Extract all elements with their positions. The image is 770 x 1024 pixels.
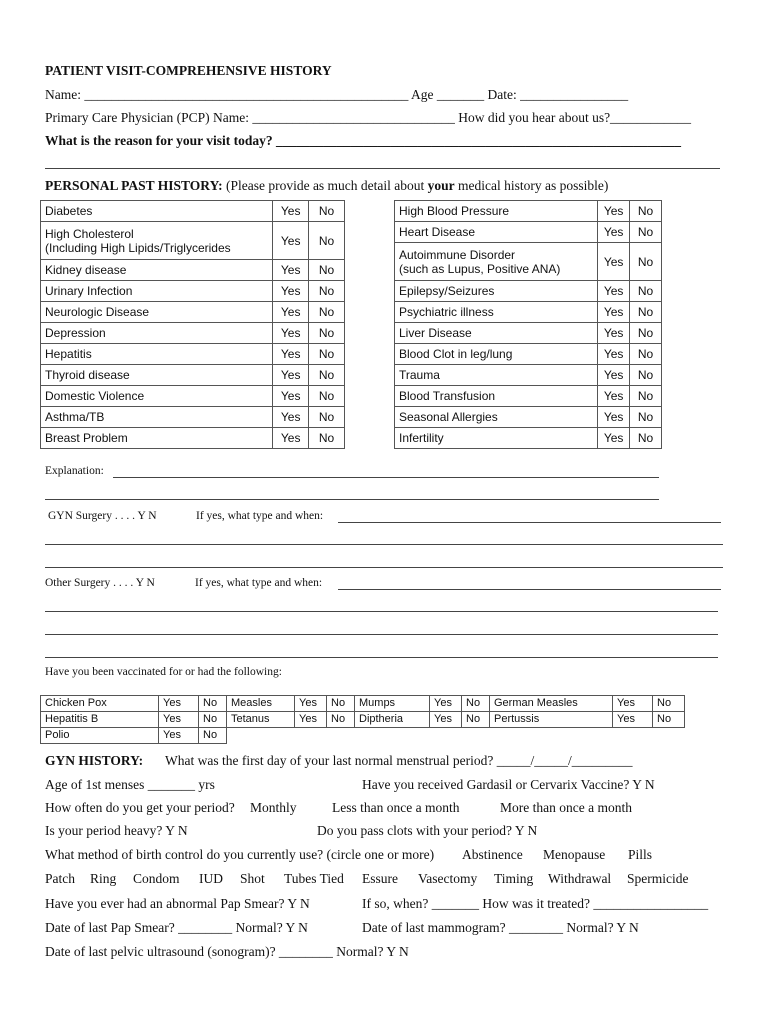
gyn-surgery-blank-1[interactable] — [338, 522, 721, 523]
vaccine-name: Polio — [41, 728, 159, 744]
explanation-blank-2[interactable] — [45, 499, 659, 500]
history-row — [41, 365, 345, 386]
no-option[interactable]: No — [309, 281, 345, 302]
no-option[interactable]: No — [309, 386, 345, 407]
no-option[interactable]: No — [630, 201, 662, 222]
yes-option[interactable]: Yes — [598, 365, 630, 386]
past-history-note: (Please provide as much detail about — [222, 178, 428, 193]
vaccine-yes-option[interactable]: Yes — [430, 696, 462, 712]
no-option[interactable]: No — [309, 201, 345, 222]
vaccine-yes-option[interactable]: Yes — [295, 696, 327, 712]
no-option[interactable]: No — [309, 302, 345, 323]
yes-option[interactable]: Yes — [598, 243, 630, 281]
no-option[interactable]: No — [309, 407, 345, 428]
birth-control-option[interactable]: Shot — [240, 871, 265, 886]
condition-label: High Blood Pressure — [399, 204, 510, 218]
no-option[interactable]: No — [309, 222, 345, 260]
other-surgery-blank-3[interactable] — [45, 634, 718, 635]
no-option[interactable]: No — [309, 428, 345, 449]
vaccination-table — [40, 695, 685, 744]
condition-cell — [395, 243, 598, 281]
birth-control-option[interactable]: Tubes Tied — [284, 871, 344, 886]
birth-control-option[interactable]: Spermicide — [627, 871, 689, 886]
condition-label: Blood Transfusion — [399, 389, 496, 403]
vaccine-no-option[interactable]: No — [199, 728, 227, 744]
condition-label-detail: (Including High Lipids/Triglycerides — [45, 240, 231, 255]
vaccine-no-option[interactable]: No — [199, 696, 227, 712]
option-monthly[interactable]: Monthly — [250, 800, 297, 815]
vaccine-name: Chicken Pox — [41, 696, 159, 712]
other-surgery-label[interactable]: Other Surgery . . . . Y N — [45, 577, 155, 589]
condition-cell — [41, 281, 273, 302]
yes-option[interactable]: Yes — [598, 201, 630, 222]
history-row — [41, 386, 345, 407]
vaccine-yes-option[interactable]: Yes — [613, 712, 653, 728]
vaccine-yes-option[interactable]: Yes — [159, 712, 199, 728]
other-surgery-blank-2[interactable] — [45, 611, 718, 612]
past-history-table-right — [394, 200, 662, 449]
pcp-referral-line[interactable]: Primary Care Physician (PCP) Name: ______________________________ How did you hear about us?____________ — [45, 110, 692, 125]
yes-option[interactable]: Yes — [273, 323, 309, 344]
vaccine-yes-option[interactable]: Yes — [159, 696, 199, 712]
vaccine-name: Measles — [227, 696, 295, 712]
yes-option[interactable]: Yes — [273, 260, 309, 281]
vaccine-yes-option[interactable]: Yes — [613, 696, 653, 712]
condition-label: Psychiatric illness — [399, 305, 494, 319]
condition-label: Kidney disease — [45, 263, 127, 277]
condition-label-detail: (such as Lupus, Positive ANA) — [399, 261, 561, 276]
condition-cell — [395, 344, 598, 365]
last-pap-question[interactable]: Date of last Pap Smear? ________ Normal? Y N — [45, 920, 308, 935]
condition-cell — [395, 323, 598, 344]
condition-label: Hepatitis — [45, 347, 92, 361]
history-row — [395, 201, 662, 222]
condition-cell — [41, 407, 273, 428]
condition-label: Breast Problem — [45, 431, 128, 445]
birth-control-option[interactable]: Patch — [45, 871, 75, 886]
abnormal-pap-followup[interactable]: If so, when? _______ How was it treated? _________________ — [362, 896, 709, 911]
explanation-blank-1[interactable] — [113, 477, 659, 478]
condition-label: Seasonal Allergies — [399, 410, 498, 424]
condition-label: Liver Disease — [399, 326, 472, 340]
no-option[interactable]: No — [630, 365, 662, 386]
gyn-surgery-ifyes: If yes, what type and when: — [196, 510, 324, 522]
condition-cell — [395, 365, 598, 386]
history-row — [395, 302, 662, 323]
last-mammogram-question[interactable]: Date of last mammogram? ________ Normal? Y N — [362, 920, 639, 935]
birth-control-option[interactable]: Essure — [362, 871, 398, 886]
yes-option[interactable]: Yes — [273, 365, 309, 386]
condition-label: Diabetes — [45, 204, 93, 218]
yes-option[interactable]: Yes — [273, 386, 309, 407]
condition-cell — [41, 365, 273, 386]
yes-option[interactable]: Yes — [273, 302, 309, 323]
condition-label: Trauma — [399, 368, 440, 382]
condition-cell — [41, 323, 273, 344]
condition-cell — [395, 201, 598, 222]
condition-label: High Cholesterol — [45, 226, 134, 241]
no-option[interactable]: No — [630, 281, 662, 302]
condition-cell — [395, 386, 598, 407]
birth-control-option[interactable]: Timing — [494, 871, 534, 886]
name-age-date-line[interactable]: Name: ________________________________________________ Age _______ Date: ________________ — [45, 87, 629, 102]
condition-label: Blood Clot in leg/lung — [399, 347, 513, 361]
condition-label: Thyroid disease — [45, 368, 130, 382]
vaccine-no-option[interactable]: No — [327, 696, 355, 712]
page-title: PATIENT VISIT-COMPREHENSIVE HISTORY — [45, 63, 332, 78]
condition-cell — [395, 281, 598, 302]
vaccine-no-option[interactable]: No — [327, 712, 355, 728]
yes-option[interactable]: Yes — [273, 344, 309, 365]
yes-option[interactable]: Yes — [273, 407, 309, 428]
yes-option[interactable]: Yes — [598, 428, 630, 449]
yes-option[interactable]: Yes — [273, 428, 309, 449]
past-history-table-left — [40, 200, 345, 449]
history-row — [395, 428, 662, 449]
history-row — [395, 407, 662, 428]
vaccine-name: German Measles — [490, 696, 613, 712]
gyn-surgery-blank-3[interactable] — [45, 567, 723, 568]
past-history-heading — [45, 178, 608, 194]
history-row — [395, 281, 662, 302]
birth-control-option[interactable]: Withdrawal — [548, 871, 612, 886]
birth-control-option[interactable]: Pills — [628, 847, 653, 862]
condition-label: Infertility — [399, 431, 444, 445]
history-row — [41, 222, 345, 260]
condition-label: Autoimmune Disorder — [399, 247, 516, 262]
gyn-history-heading: GYN HISTORY: — [45, 753, 144, 768]
yes-option[interactable]: Yes — [598, 386, 630, 407]
gyn-surgery-label[interactable]: GYN Surgery . . . . Y N — [48, 510, 157, 522]
birth-control-option[interactable]: Ring — [90, 871, 117, 886]
condition-label: Urinary Infection — [45, 284, 133, 298]
no-option[interactable]: No — [309, 323, 345, 344]
birth-control-option[interactable]: Menopause — [543, 847, 606, 862]
history-row — [41, 407, 345, 428]
vaccination-row — [41, 696, 685, 712]
lmp-question[interactable]: What was the first day of your last normal menstrual period? _____/_____/_________ — [165, 753, 633, 768]
condition-cell — [395, 428, 598, 449]
birth-control-option[interactable]: IUD — [199, 871, 223, 886]
history-row — [41, 260, 345, 281]
condition-cell — [395, 407, 598, 428]
vaccination-question: Have you been vaccinated for or had the following: — [45, 666, 282, 678]
visit-reason-line[interactable]: What is the reason for your visit today? ____________________________________________________________ — [45, 133, 682, 148]
yes-option[interactable]: Yes — [598, 407, 630, 428]
other-surgery-blank-4[interactable] — [45, 657, 718, 658]
other-surgery-ifyes: If yes, what type and when: — [195, 577, 323, 589]
option-less-than-monthly[interactable]: Less than once a month — [332, 800, 460, 815]
vaccine-no-option[interactable]: No — [462, 696, 490, 712]
birth-control-question: What method of birth control do you currently use? (circle one or more) — [45, 847, 435, 862]
condition-cell — [41, 428, 273, 449]
no-option[interactable]: No — [630, 243, 662, 281]
condition-cell — [395, 222, 598, 243]
birth-control-option[interactable]: Condom — [133, 871, 180, 886]
history-row — [41, 428, 345, 449]
vaccine-yes-option[interactable]: Yes — [295, 712, 327, 728]
no-option[interactable]: No — [630, 302, 662, 323]
vaccine-name: Tetanus — [227, 712, 295, 728]
vaccine-name: Pertussis — [490, 712, 613, 728]
period-frequency-question: How often do you get your period? — [45, 800, 235, 815]
history-row — [41, 302, 345, 323]
yes-option[interactable]: Yes — [273, 281, 309, 302]
yes-option[interactable]: Yes — [598, 222, 630, 243]
vaccine-no-option[interactable]: No — [653, 712, 685, 728]
history-row — [41, 201, 345, 222]
yes-option[interactable]: Yes — [598, 281, 630, 302]
empty-cells — [227, 728, 685, 744]
vaccine-no-option[interactable]: No — [653, 696, 685, 712]
condition-cell — [395, 302, 598, 323]
history-row — [395, 365, 662, 386]
history-row — [395, 386, 662, 407]
condition-cell — [41, 386, 273, 407]
history-row — [395, 222, 662, 243]
yes-option[interactable]: Yes — [598, 302, 630, 323]
no-option[interactable]: No — [630, 222, 662, 243]
history-row — [41, 281, 345, 302]
visit-reason-blank[interactable] — [45, 168, 720, 169]
condition-cell — [41, 201, 273, 222]
no-option[interactable]: No — [309, 344, 345, 365]
vaccination-row — [41, 712, 685, 728]
vaccine-yes-option[interactable]: Yes — [430, 712, 462, 728]
vaccine-no-option[interactable]: No — [199, 712, 227, 728]
vaccine-name: Mumps — [355, 696, 430, 712]
vaccination-row — [41, 728, 685, 744]
other-surgery-blank-1[interactable] — [338, 589, 721, 590]
past-history-title: PERSONAL PAST HISTORY: — [45, 178, 223, 193]
yes-option[interactable]: Yes — [273, 222, 309, 260]
hpv-vaccine-question[interactable]: Have you received Gardasil or Cervarix Vaccine? Y N — [362, 777, 655, 792]
condition-label: Heart Disease — [399, 225, 476, 239]
no-option[interactable]: No — [630, 386, 662, 407]
yes-option[interactable]: Yes — [273, 201, 309, 222]
clots-question[interactable]: Do you pass clots with your period? Y N — [317, 823, 538, 838]
past-history-note-end: medical history as possible) — [454, 178, 609, 193]
condition-label: Neurologic Disease — [45, 305, 150, 319]
history-row — [41, 344, 345, 365]
condition-cell — [41, 222, 273, 260]
past-history-note-emphasis: your — [427, 178, 455, 193]
yes-option[interactable]: Yes — [598, 323, 630, 344]
no-option[interactable]: No — [630, 344, 662, 365]
abnormal-pap-question[interactable]: Have you ever had an abnormal Pap Smear? Y N — [45, 896, 310, 911]
history-row — [41, 323, 345, 344]
birth-control-option[interactable]: Abstinence — [462, 847, 523, 862]
gyn-surgery-blank-2[interactable] — [45, 544, 723, 545]
vaccine-yes-option[interactable]: Yes — [159, 728, 199, 744]
condition-cell — [41, 344, 273, 365]
condition-cell — [41, 260, 273, 281]
vaccine-name: Diptheria — [355, 712, 430, 728]
no-option[interactable]: No — [630, 323, 662, 344]
last-pelvic-ultrasound-question[interactable]: Date of last pelvic ultrasound (sonogram)? ________ Normal? Y N — [45, 944, 409, 959]
condition-cell — [41, 302, 273, 323]
yes-option[interactable]: Yes — [598, 344, 630, 365]
condition-label: Depression — [45, 326, 106, 340]
heavy-period-question[interactable]: Is your period heavy? Y N — [45, 823, 188, 838]
option-more-than-monthly[interactable]: More than once a month — [500, 800, 632, 815]
condition-label: Asthma/TB — [45, 410, 105, 424]
no-option[interactable]: No — [630, 428, 662, 449]
no-option[interactable]: No — [309, 365, 345, 386]
first-menses-question[interactable]: Age of 1st menses _______ yrs — [45, 777, 215, 792]
vaccine-no-option[interactable]: No — [462, 712, 490, 728]
vaccine-name: Hepatitis B — [41, 712, 159, 728]
no-option[interactable]: No — [309, 260, 345, 281]
birth-control-option[interactable]: Vasectomy — [418, 871, 478, 886]
history-row — [395, 323, 662, 344]
history-row — [395, 344, 662, 365]
condition-label: Domestic Violence — [45, 389, 145, 403]
no-option[interactable]: No — [630, 407, 662, 428]
condition-label: Epilepsy/Seizures — [399, 284, 495, 298]
history-row — [395, 243, 662, 281]
explanation-label: Explanation: — [45, 465, 104, 477]
